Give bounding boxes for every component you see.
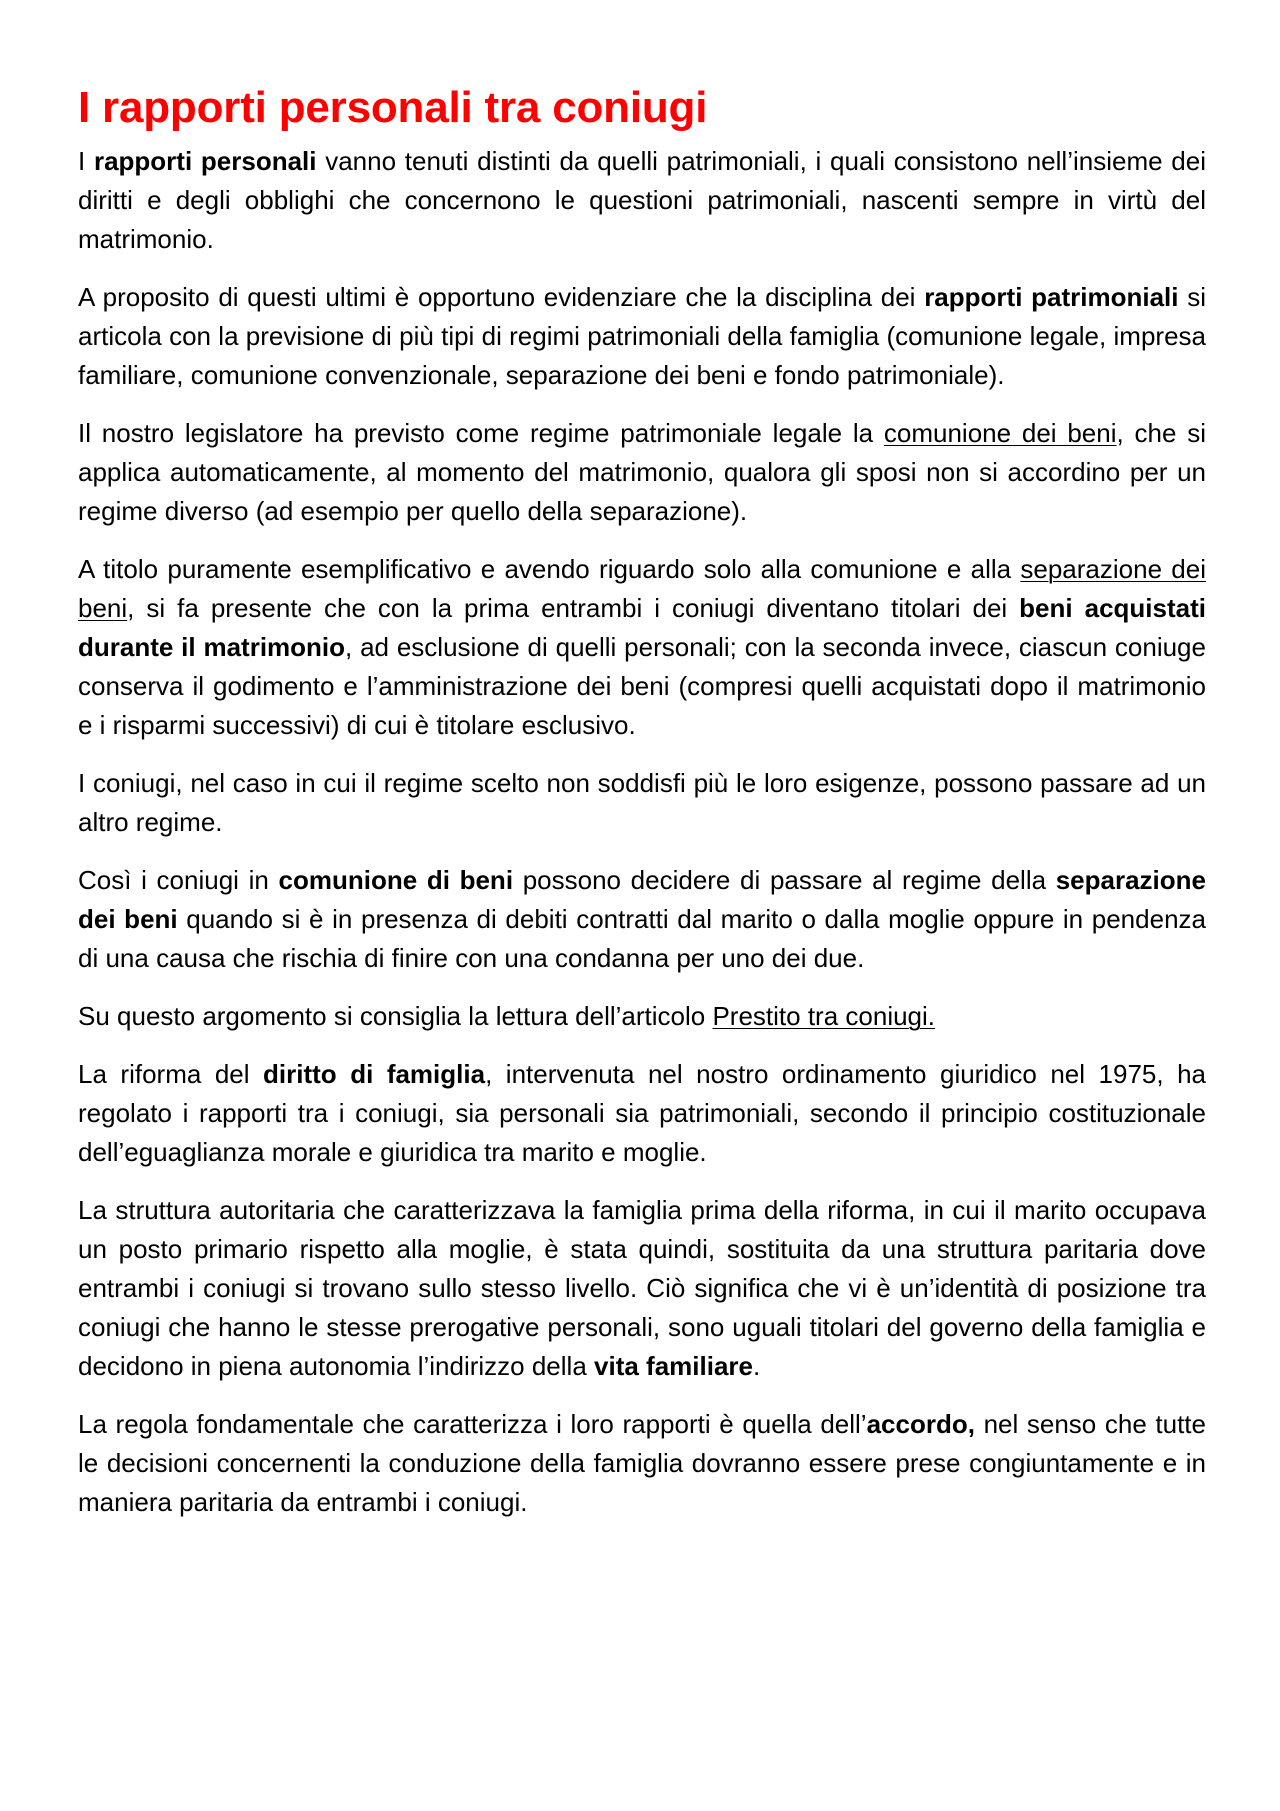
paragraph-7 [78,997,1206,1036]
text: , ad esclusione di quelli personali; con la seconda invece, ciascun coniuge conserva il godimento e l’amministrazione dei beni (compresi quelli acquistati dopo il matrimonio e i risparmi successivi) di cui è titolare esclusivo. [78,632,1206,740]
text: . [753,1351,761,1381]
bold-text: rapporti patrimoniali [924,282,1179,312]
bold-text: accordo, [866,1409,975,1439]
text: La riforma del [78,1059,264,1089]
paragraph-6 [78,861,1206,978]
text: nel senso che tutte le decisioni concernenti la conduzione della famiglia dovranno essere prese congiuntamente e in maniera paritaria da entrambi i coniugi. [78,1409,1206,1517]
page-title: I rapporti personali tra coniugi [78,83,708,132]
text: Su questo argomento si consiglia la lettura dell’articolo [78,1001,713,1031]
link-separazione-dei-beni[interactable]: separazione dei beni [78,554,1206,623]
link-prestito-tra-coniugi[interactable]: Prestito tra coniugi. [712,1001,936,1031]
link-comunione-dei-beni[interactable]: comunione dei beni [883,418,1117,448]
text: vanno tenuti distinti da quelli patrimoniali, i quali consistono nell’insieme dei diritti e degli obblighi che concernono le questioni patrimoniali, nascenti sempre in virtù del matrimonio. [78,146,1206,254]
text: si articola con la previsione di più tipi di regimi patrimoniali della famiglia (comunione legale, impresa familiare, comunione convenzionale, separazione dei beni e fondo patrimoniale). [78,282,1207,390]
text: , intervenuta nel nostro ordinamento giuridico nel 1975, ha regolato i rapporti tra i coniugi, sia personali sia patrimoniali, secondo il principio costituzionale dell’eguaglianza morale e giuridica tra marito e moglie. [78,1059,1207,1167]
text: quando si è in presenza di debiti contratti dal marito o dalla moglie oppure in pendenza di una causa che rischia di finire con una condanna per uno dei due. [78,904,1206,973]
bold-text: rapporti personali [93,146,317,176]
text: A proposito di questi ultimi è opportuno evidenziare che la disciplina dei [78,282,925,312]
bold-text: separazione dei beni [78,865,1207,934]
text: possono decidere di passare al regime della [513,865,1056,895]
text: , che si applica automaticamente, al momento del matrimonio, qualora gli sposi non si accordino per un regime diverso (ad esempio per quello della separazione). [78,418,1207,526]
bold-text: beni acquistati durante il matrimonio [78,593,1206,662]
bold-text: comunione di beni [278,865,514,895]
paragraph-4 [78,550,1206,745]
text: Il nostro legislatore ha previsto come regime patrimoniale legale la [78,418,884,448]
paragraph-5 [78,764,1206,842]
text: I [78,146,94,176]
paragraph-9 [78,1191,1206,1386]
bold-text: vita familiare [594,1351,753,1381]
paragraph-8 [78,1055,1206,1172]
paragraph-2 [78,278,1206,395]
document-page [78,80,1206,1541]
paragraph-10 [78,1405,1206,1522]
text: A titolo puramente esemplificativo e avendo riguardo solo alla comunione e alla [78,554,1021,584]
text: , si fa presente che con la prima entrambi i coniugi diventano titolari dei [127,593,1020,623]
text: I coniugi, nel caso in cui il regime scelto non soddisfi più le loro esigenze, possono passare ad un altro regime. [78,768,1206,837]
bold-text: diritto di famiglia [263,1059,486,1089]
text: Così i coniugi in [78,865,279,895]
paragraph-3 [78,414,1206,531]
text: La struttura autoritaria che caratterizzava la famiglia prima della riforma, in cui il marito occupava un posto primario rispetto alla moglie, è stata quindi, sostituita da una struttura paritaria dove entrambi i coniugi si trovano sullo stesso livello. Ciò significa che vi è un’identità di posizione tra coniugi che hanno le stesse prerogative personali, sono uguali titolari del governo della famiglia e decidono in piena autonomia l’indirizzo della [78,1195,1206,1381]
text: La regola fondamentale che caratterizza i loro rapporti è quella dell’ [78,1409,867,1439]
paragraph-1 [78,142,1206,259]
